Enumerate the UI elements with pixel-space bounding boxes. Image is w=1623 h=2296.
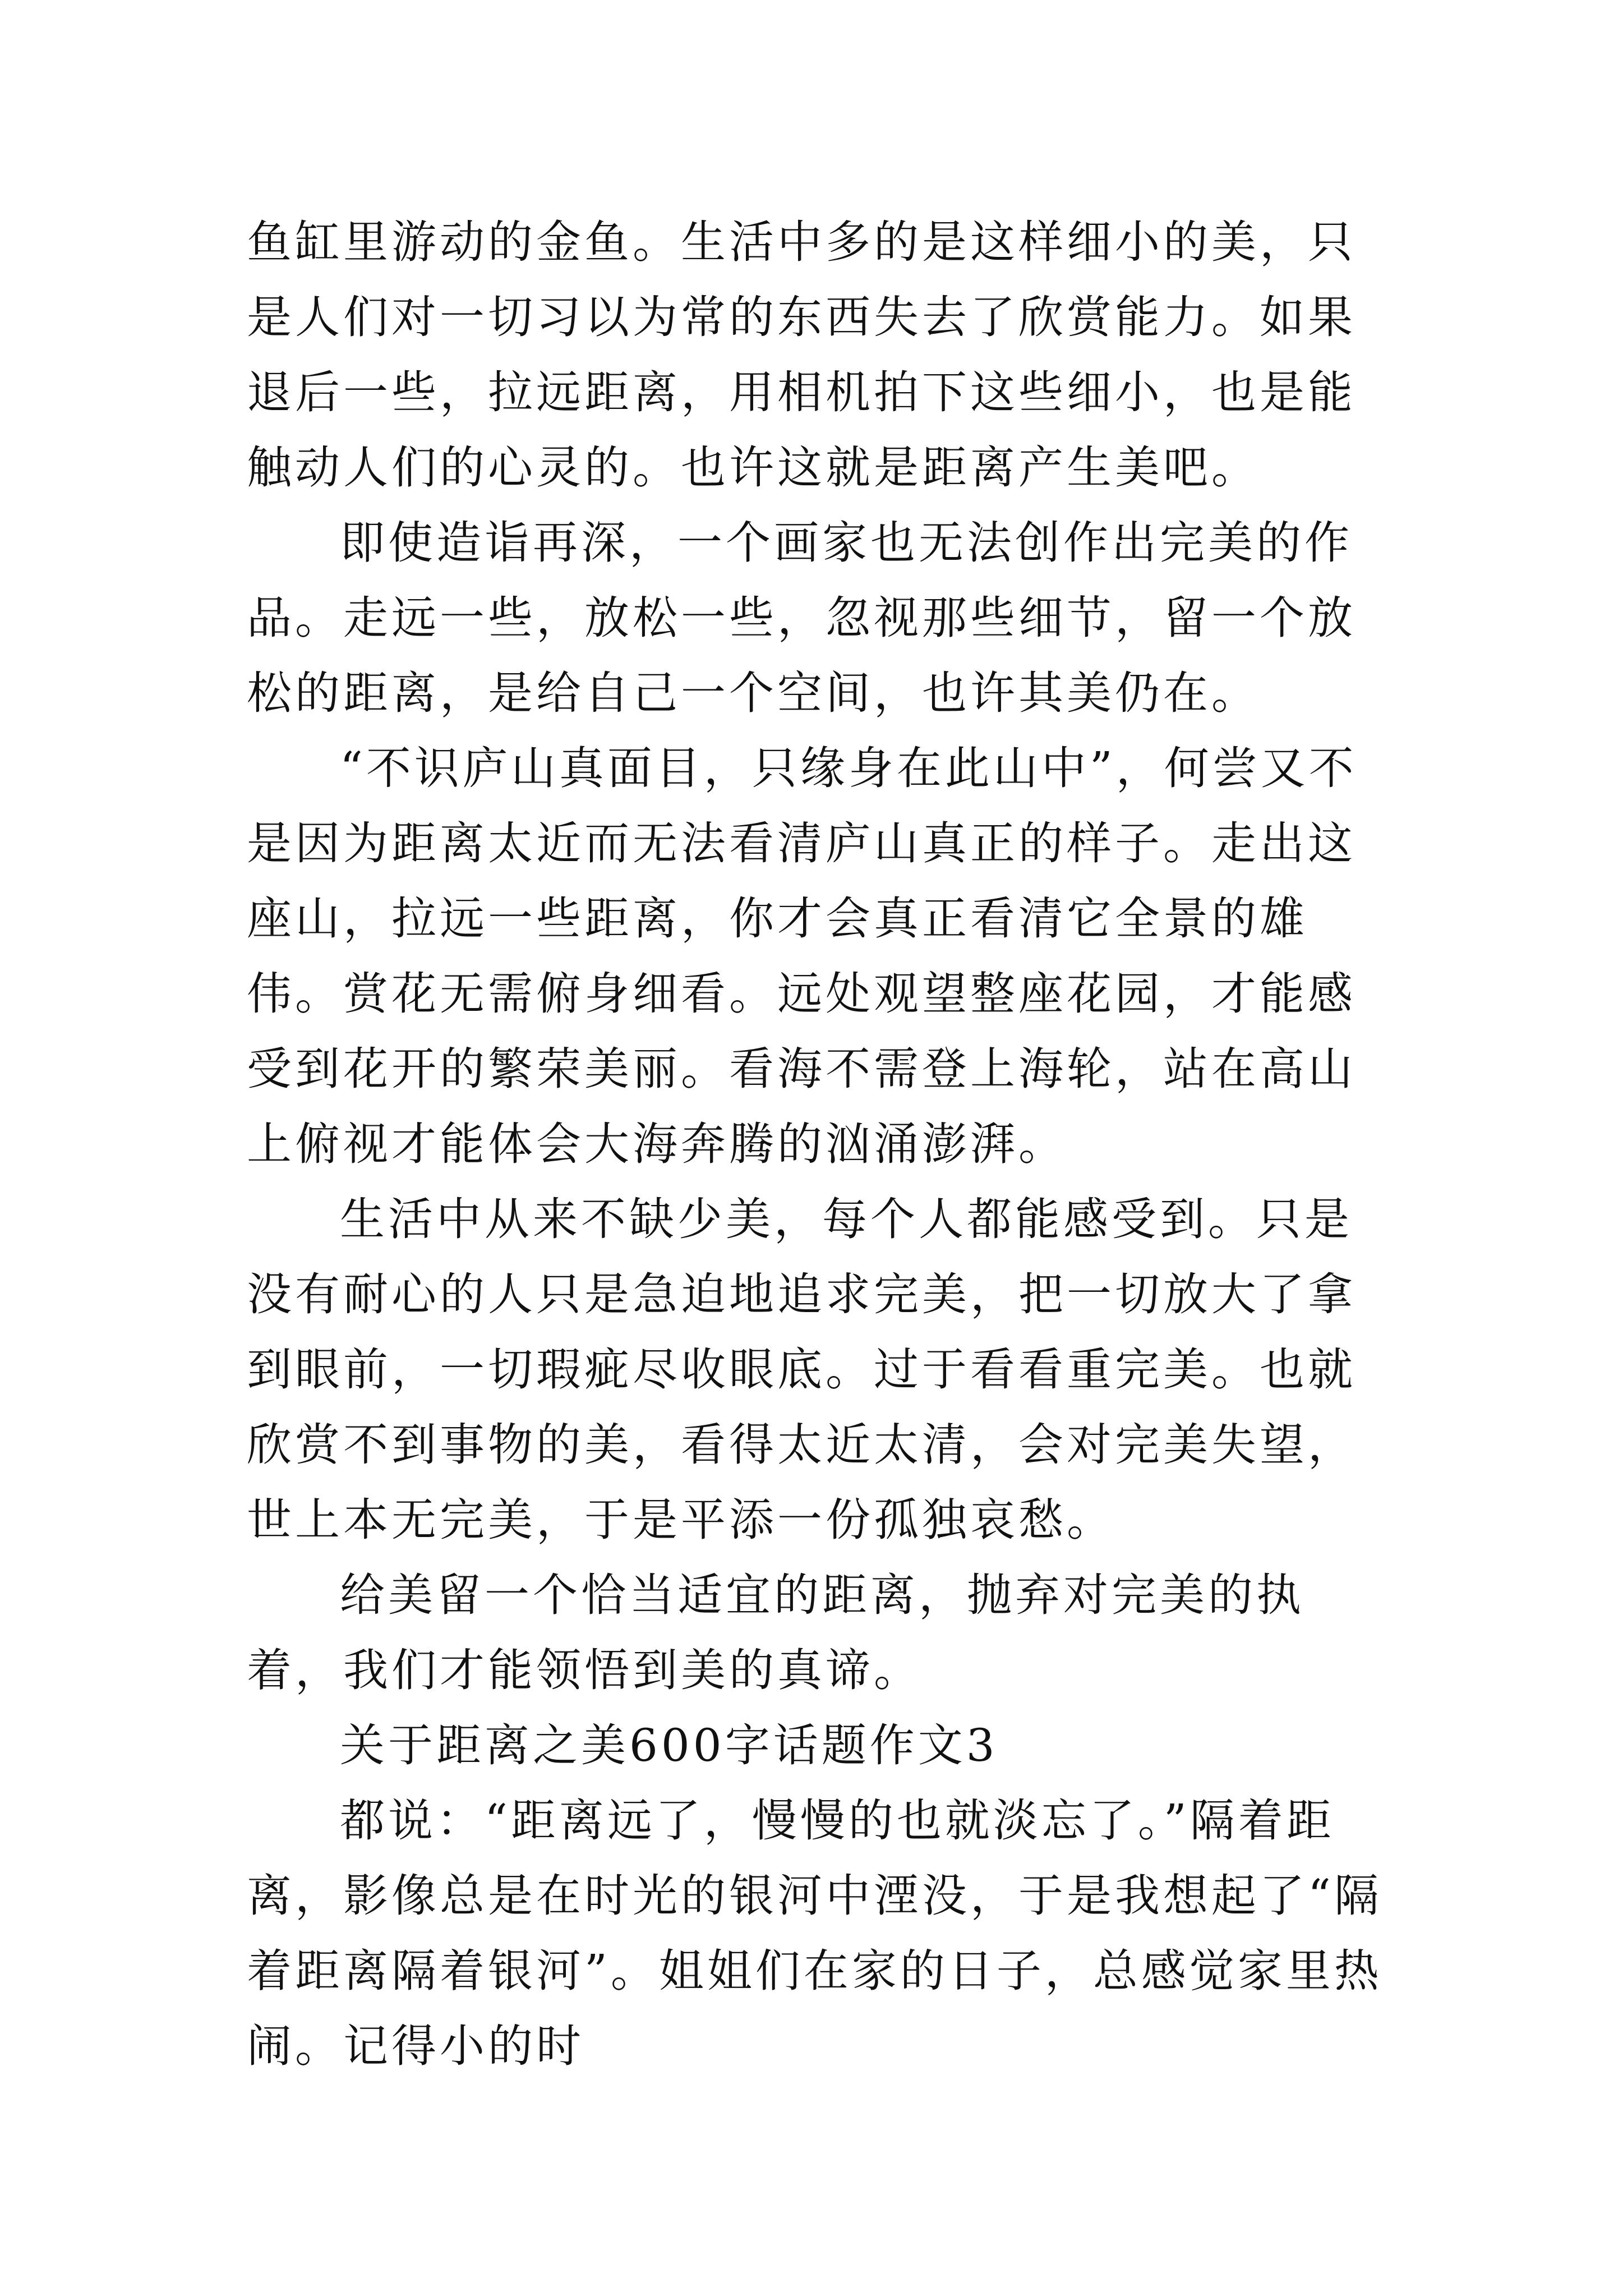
body-text	[247, 205, 1391, 2084]
section-heading: 关于距离之美600字话题作文3	[340, 1719, 998, 1772]
paragraph-3: “不识庐山真面目，只缘身在此山中”，何尝又不是因为距离太近而无法看清庐山真正的样子。走出这座山，拉远一些距离，你才会真正看清它全景的雄伟。赏花无需俯身细看。远处观望整座花园，才能感受到花开的繁荣美丽。看海不需登上海轮，站在高山上俯视才能体会大海奔腾的汹涌澎湃。	[247, 742, 1357, 1170]
paragraph-2: 即使造诣再深，一个画家也无法创作出完美的作品。走远一些，放松一些，忽视那些细节，留一个放松的距离，是给自己一个空间，也许其美仍在。	[247, 517, 1356, 719]
paragraph-4: 生活中从来不缺少美，每个人都能感受到。只是没有耐心的人只是急迫地追求完美，把一切放大了拿到眼前，一切瑕疵尽收眼底。过于看看重完美。也就欣赏不到事物的美，看得太近太清，会对完美失望，世上本无完美，于是平添一份孤独哀愁。	[247, 1193, 1356, 1546]
paragraph-6: 都说：“距离远了，慢慢的也就淡忘了。”隔着距离，影像总是在时光的银河中湮没，于是我想起了“隔着距离隔着银河”。姐姐们在家的日子，总感觉家里热闹。记得小的时	[247, 1795, 1382, 2072]
paragraph-5: 给美留一个恰当适宜的距离，抛弃对完美的执着，我们才能领悟到美的真谛。	[247, 1569, 1304, 1696]
paragraph-1: 鱼缸里游动的金鱼。生活中多的是这样细小的美，只是人们对一切习以为常的东西失去了欣赏能力。如果退后一些，拉远距离，用相机拍下这些细小，也是能触动人们的心灵的。也许这就是距离产生美吧。	[247, 216, 1356, 494]
